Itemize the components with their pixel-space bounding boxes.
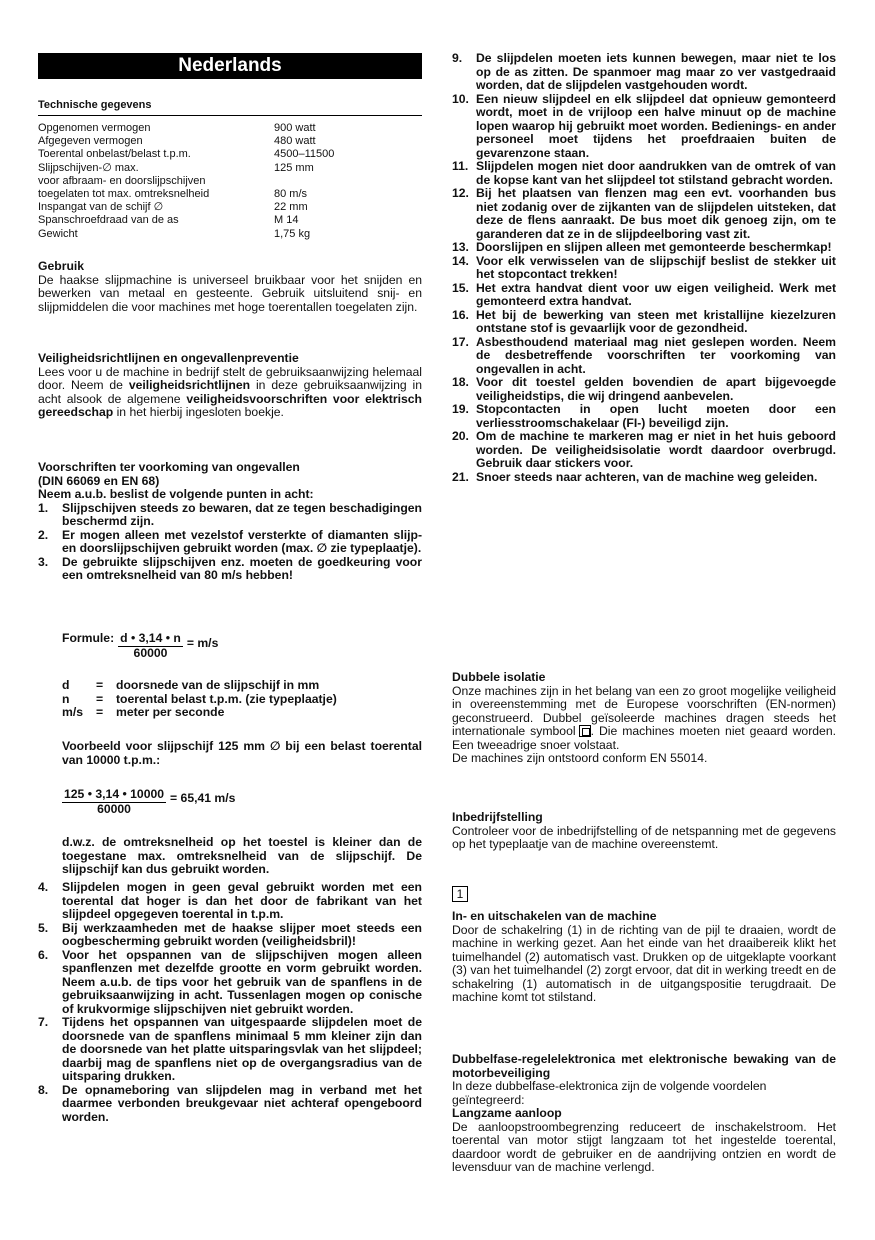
spec-value: 900 watt — [274, 122, 316, 134]
list-text: De slijpdelen moeten iets kunnen bewegen, maar niet te los op de as zitten. De spanmoer mag maar zo ver vastgedraaid worden, dat de slijpdelen vastgehouden wordt. — [476, 51, 836, 92]
list-text: Bij werkzaamheden met de haakse slijper moet steeds een oogbescherming gebruikt worden (veiligheidsbril)! — [62, 920, 422, 948]
spec-value: 22 mm — [274, 201, 308, 214]
def-symbol: d — [62, 678, 70, 692]
elektronica-intro: In deze dubbelfase-elektronica zijn de volgende voordelen geïntegreerd: — [452, 1079, 767, 1107]
list-text: Snoer steeds naar achteren, van de machine weg geleiden. — [476, 469, 818, 484]
spec-value: 480 watt — [274, 135, 316, 148]
formula-numerator: d • 3,14 • n — [120, 631, 181, 645]
list-number: 10. — [452, 91, 469, 106]
list-text: Asbesthoudend materiaal mag niet geslepen worden. Neem de desbetreffende voorschriften ter voorkoming van ongevallen in acht. — [476, 334, 836, 376]
page-title: Nederlands — [38, 53, 422, 79]
spec-row — [38, 122, 422, 135]
list-number: 17. — [452, 334, 469, 349]
specs-table — [38, 122, 422, 241]
gebruik-text: De haakse slijpmachine is universeel bruikbaar voor het snijden en bewerken van metaal en gesteente. Gebruik uitsluitend snij- en slijpmiddelen die voor machines met hoge toerentallen toegelaten zijn. — [38, 272, 422, 314]
list-number: 2. — [38, 527, 49, 542]
list-item — [38, 949, 422, 1017]
example-result: = 65,41 m/s — [170, 791, 236, 805]
spec-row — [38, 175, 422, 188]
example-text: Voorbeeld voor slijpschijf 125 mm ∅ bij een belast toerental van 10000 t.p.m.: — [62, 739, 422, 767]
list-number: 11. — [452, 159, 469, 173]
spec-label: Spanschroefdraad van de as — [38, 214, 179, 227]
list-item — [38, 922, 422, 949]
schakelen-section — [452, 886, 836, 1005]
rules-list-left-2 — [38, 881, 422, 1124]
list-number: 12. — [452, 186, 469, 200]
list-number: 19. — [452, 402, 469, 416]
example-fraction — [62, 788, 166, 816]
spec-value: 1,75 kg — [274, 227, 311, 240]
list-item — [38, 529, 422, 556]
dubbele-isolatie-heading: Dubbele isolatie — [452, 670, 546, 684]
spec-row — [38, 188, 422, 201]
rules-list-left-2-wrap — [38, 881, 422, 1124]
formula-denominator: 60000 — [133, 645, 168, 660]
list-item — [452, 255, 836, 282]
list-item — [452, 93, 836, 161]
list-number: 9. — [452, 51, 463, 65]
list-item — [452, 336, 836, 377]
list-text: Er mogen alleen met vezelstof versterkte of diamanten slijp- en doorslijpschijven gebruikt worden (max. ∅ zie typeplaatje). — [62, 527, 422, 555]
spec-label: Inspangat van de schijf ∅ — [38, 201, 164, 214]
dubbele-isolatie-text-1: Onze machines zijn in het belang van een zo groot mogelijke veiligheid in overeenstemming met de Europese voorschriften (EN-normen) geconstrueerd. Dubbel geïsoleerde machines dragen steeds het internationale symbool — [452, 683, 836, 738]
gebruik-heading: Gebruik — [38, 259, 85, 273]
voorschriften-section — [38, 461, 422, 583]
list-text: De opnameboring van slijpdelen mag in verband met het daarmee verbonden breukgevaar niet achteraf opengeboord worden. — [62, 1082, 422, 1124]
list-item — [452, 241, 836, 255]
formula-definitions — [62, 679, 422, 720]
list-text: Het bij de bewerking van steen met kristallijne kiezelzuren ontstane stof is gevaarlijk voor de gezondheid. — [476, 307, 836, 335]
list-number: 16. — [452, 307, 469, 322]
list-number: 15. — [452, 280, 469, 295]
definition-row — [62, 679, 422, 693]
veiligheid-text-1: Lees voor u de machine in bedrijf stelt de gebruiksaanwijzing helemaal door. Neem de — [38, 364, 422, 392]
veiligheid-heading: Veiligheidsrichtlijnen en ongevallenpreventie — [38, 351, 299, 365]
list-text: Slijpdelen mogen in geen geval gebruikt worden met een toerental dat hoger is dan het door de fabrikant van het slijpdeel opgegeven toerental in t.p.m. — [62, 880, 422, 921]
elektronica-text: De aanloopstroombegrenzing reduceert de inschakelstroom. Het toerental van motor stijgt langzaam tot het ingestelde toerental, daardoor wordt de gebruiker en de aandrijving ontzien en wordt de levensduur van de machine verlengd. — [452, 1119, 836, 1174]
def-equals: = — [96, 691, 104, 706]
def-desc: doorsnede van de slijpschijf in mm — [116, 678, 320, 692]
inbedrijf-section — [452, 811, 836, 852]
rules-list-right — [452, 52, 836, 484]
def-desc: meter per seconde — [116, 705, 225, 719]
formula-unit: = m/s — [186, 636, 219, 650]
veiligheid-text — [38, 366, 422, 420]
formula-line — [62, 632, 422, 660]
dubbele-isolatie-text-2: . Die machines moeten niet geaard worden. Een tweeadrige snoer volstaat. — [452, 724, 836, 752]
veiligheid-bold-1: veiligheidsrichtlijnen — [128, 378, 251, 392]
list-item — [452, 309, 836, 336]
spec-label: Toerental onbelast/belast t.p.m. — [38, 148, 191, 161]
list-text: Voor dit toestel gelden bovendien de apart bijgevoegde veiligheidstips, die wij dringend aanbevelen. — [476, 375, 836, 403]
voorschriften-intro: Neem a.u.b. beslist de volgende punten in acht: — [38, 487, 314, 501]
list-text: De gebruikte slijpschijven enz. moeten de goedkeuring voor een omtreksnelheid van 80 m/s hebben! — [62, 554, 422, 582]
list-text: Tijdens het opspannen van uitgespaarde slijpdelen moet de doorsnede van de spanflens minimaal 5 mm kleiner zijn dan de doorsnede van het platte uitsparingsvlak van het slijpdeel; daarbij mag de spanflens niet op de overgangsradius van de uitsparing drukken. — [62, 1015, 422, 1083]
list-text: Slijpdelen mogen niet door aandrukken van de omtrek of van de kopse kant van het slijpdeel tot stilstand gebracht worden. — [476, 159, 836, 187]
list-text: Slijpschijven steeds zo bewaren, dat ze tegen beschadigingen beschermd zijn. — [62, 500, 422, 528]
schakelen-heading: In- en uitschakelen van de machine — [452, 909, 657, 923]
spec-value: 125 mm — [274, 161, 314, 174]
list-item — [452, 160, 836, 187]
specs-heading: Technische gegevens — [38, 99, 152, 111]
list-number: 3. — [38, 554, 49, 569]
gebruik-section — [38, 260, 422, 314]
list-text: Om de machine te markeren mag er niet in het huis geboord worden. De veiligheidsisolatie wordt daardoor overbrugd. Gebruik daar stickers voor. — [476, 429, 836, 470]
list-number: 6. — [38, 947, 49, 962]
list-item — [452, 471, 836, 485]
example-numerator: 125 • 3,14 • 10000 — [64, 787, 165, 801]
list-number: 21. — [452, 469, 469, 484]
list-number: 20. — [452, 429, 469, 443]
dubbele-isolatie-text-3: De machines zijn ontstoord conform EN 55014. — [452, 751, 708, 765]
list-text: Bij het plaatsen van flenzen mag een evt. voorhanden bus niet zodanig over de zijkanten van de slijpdelen uitsteken, dat deze de flens aanraakt. De bus moet dik genoeg zijn, om te garanderen dat ze in de slijpdeelboring vast zit. — [476, 186, 836, 241]
list-number: 1. — [38, 500, 49, 515]
list-item — [452, 403, 836, 430]
definition-row — [62, 693, 422, 707]
dubbele-isolatie-section — [452, 671, 836, 766]
list-text: Voor het opspannen van de slijpschijven mogen alleen spanflenzen met dezelfde grootte en vorm gebruikt worden. Neem a.u.b. de tips voor het gebruik van de spanflens in de gebruiksaanwijzing in acht. Tussenlagen mogen op conische of krukvormige slijpschijven niet gebruikt worden. — [62, 947, 422, 1016]
spec-row — [38, 135, 422, 148]
spec-label: Afgegeven vermogen — [38, 135, 143, 148]
list-number: 8. — [38, 1082, 49, 1097]
spec-row — [38, 201, 422, 214]
list-item — [452, 430, 836, 471]
list-number: 4. — [38, 880, 49, 894]
list-item — [452, 282, 836, 309]
list-item — [38, 1084, 422, 1125]
list-item — [38, 502, 422, 529]
rules-list-left — [38, 502, 422, 583]
spec-label: Gewicht — [38, 227, 78, 240]
spec-value: 4500–11500 — [274, 148, 335, 161]
elektronica-section — [452, 1053, 836, 1175]
list-number: 5. — [38, 920, 49, 935]
spec-label: toegelaten tot max. omtreksnelheid — [38, 188, 210, 201]
list-item — [452, 187, 836, 241]
spec-row — [38, 148, 422, 161]
list-item — [38, 881, 422, 922]
list-number: 7. — [38, 1015, 49, 1029]
schakelen-text: Door de schakelring (1) in de richting van de pijl te draaien, wordt de machine in werking gezet. Aan het einde van het draaibereik klikt het tuimelhandel (2) automatisch vast. Drukken op de uitgeklapte voorkant (3) van het tuimelhandel (2) zorgt ervoor, dat dit in werking treedt en de schakelring (1) automatisch in de uitgangspositie terugdraait. De machine komt tot stilstand. — [452, 922, 836, 1004]
spec-label: Opgenomen vermogen — [38, 122, 151, 134]
veiligheid-section — [38, 352, 422, 420]
voorschriften-heading: Voorschriften ter voorkoming van ongevallen — [38, 460, 300, 474]
spec-label: voor afbraam- en doorslijpschijven — [38, 174, 206, 187]
spec-label: Slijpschijven-∅ max. — [38, 161, 139, 174]
list-text: Een nieuw slijpdeel en elk slijpdeel dat opnieuw gemonteerd wordt, moet in de vrijloop een halve minuut op de machine lopen waarop hij gebruikt moet worden. Bedienings- en ander personeel moet tijdens het proefdraaien buiten de gevarenzone staan. — [476, 91, 836, 160]
example-formula — [62, 788, 422, 816]
list-text: Doorslijpen en slijpen alleen met gemonteerde beschermkap! — [476, 240, 832, 254]
list-number: 14. — [452, 253, 469, 268]
list-item — [38, 1016, 422, 1084]
spec-row — [38, 228, 422, 241]
list-item — [452, 52, 836, 93]
list-number: 13. — [452, 240, 469, 254]
specs-divider — [38, 115, 422, 116]
definition-row — [62, 706, 422, 720]
formula-fraction — [118, 632, 183, 660]
elektronica-subheading: Langzame aanloop — [452, 1106, 562, 1120]
spec-value: 80 m/s — [274, 188, 308, 201]
def-symbol: n — [62, 691, 70, 706]
double-insulation-icon — [579, 725, 591, 737]
rules-list-right-wrap — [452, 52, 836, 484]
example-denominator: 60000 — [97, 801, 131, 816]
formula — [62, 632, 422, 660]
list-text: Stopcontacten in open lucht moeten door een verliesstroomschakelaar (FI-) beveiligd zijn. — [476, 402, 836, 430]
inbedrijf-heading: Inbedrijfstelling — [452, 810, 543, 824]
conclusion-text: d.w.z. de omtreksnelheid op het toestel is kleiner dan de toegestane max. omtreksnelheid van de slijpschijf. De slijpschijf kan dus gebruikt worden. — [62, 835, 422, 876]
spec-row — [38, 214, 422, 227]
list-text: Het extra handvat dient voor uw eigen veiligheid. Werk met gemonteerd extra handvat. — [476, 280, 836, 308]
def-equals: = — [96, 705, 104, 719]
list-text: Voor elk verwisselen van de slijpschijf beslist de stekker uit het stopcontact trekken! — [476, 253, 836, 281]
formula-label: Formule: — [62, 631, 115, 645]
list-item — [452, 376, 836, 403]
def-desc: toerental belast t.p.m. (zie typeplaatje) — [116, 691, 337, 706]
veiligheid-text-2: in deze gebruiksaanwijzing in acht alsook de algemene — [38, 378, 422, 406]
voorschriften-subheading: (DIN 66069 en EN 68) — [38, 473, 160, 488]
def-equals: = — [96, 678, 104, 692]
dubbele-isolatie-text — [452, 685, 836, 753]
figure-number-box: 1 — [452, 886, 468, 902]
list-number: 18. — [452, 375, 469, 389]
spec-value: M 14 — [274, 214, 299, 227]
spec-value — [274, 175, 422, 188]
elektronica-heading: Dubbelfase-regelelektronica met elektronische bewaking van de motorbeveiliging — [452, 1052, 836, 1080]
figure-ref — [452, 886, 836, 902]
veiligheid-bold-2: veiligheidsvoorschriften voor elektrisch gereedschap — [38, 391, 422, 419]
def-symbol: m/s — [62, 705, 84, 719]
veiligheid-text-3: in het hierbij ingesloten boekje. — [113, 405, 284, 419]
example-line — [62, 788, 422, 816]
list-item — [38, 556, 422, 583]
spec-row — [38, 162, 422, 175]
inbedrijf-text: Controleer voor de inbedrijfstelling of de netspanning met de gegevens op het typeplaatje van de machine overeenstemt. — [452, 823, 836, 851]
